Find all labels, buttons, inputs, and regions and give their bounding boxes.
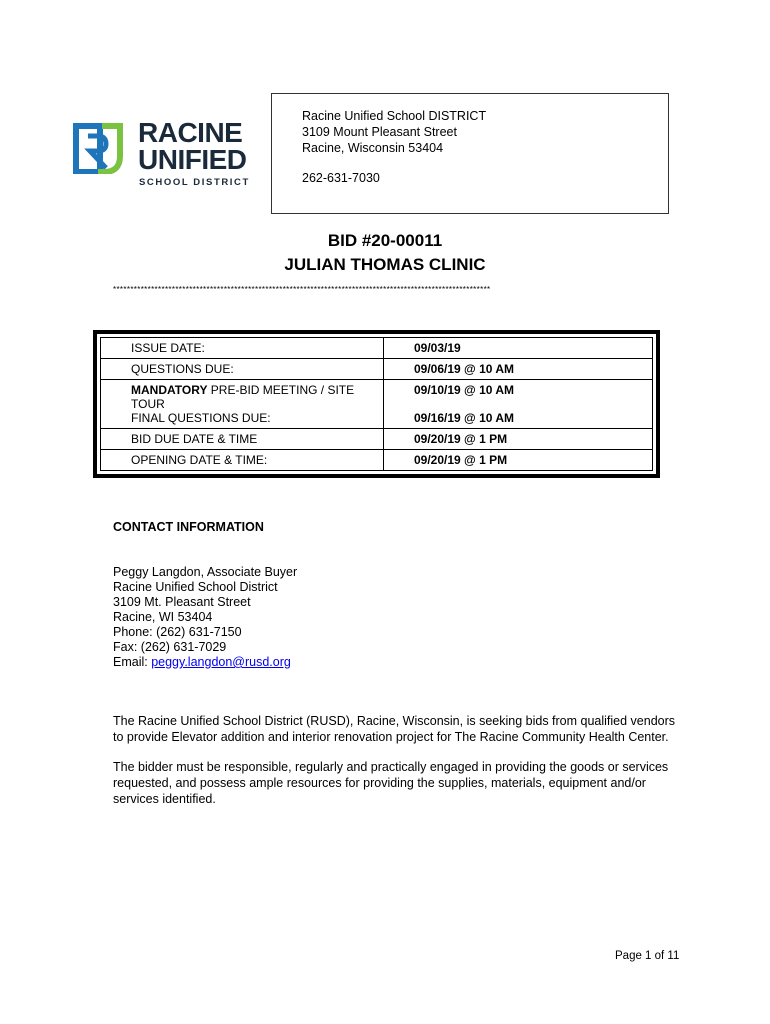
row-label: ISSUE DATE:	[101, 338, 384, 359]
contact-name: Peggy Langdon, Associate Buyer	[113, 565, 298, 579]
contact-fax: Fax: (262) 631-7029	[113, 640, 227, 654]
table-row	[101, 450, 653, 471]
contact-email-row: Email: peggy.langdon@rusd.org	[113, 655, 291, 669]
schedule-table	[93, 330, 660, 478]
email-link[interactable]: peggy.langdon@rusd.org	[151, 655, 291, 669]
address-box	[271, 93, 669, 214]
row-label: OPENING DATE & TIME:	[101, 450, 384, 471]
row-label: MANDATORY PRE-BID MEETING / SITE TOUR FINAL QUESTIONS DUE:	[101, 380, 384, 429]
intro-paragraph: The Racine Unified School District (RUSD), Racine, Wisconsin, is seeking bids from qualified vendors to provide Elevator addition and interior renovation project for The Racine Community Health Center.	[113, 714, 676, 744]
address-phone: 262-631-7030	[302, 171, 380, 185]
project-title: JULIAN THOMAS CLINIC	[284, 255, 486, 274]
table-row	[101, 429, 653, 450]
row-label: QUESTIONS DUE:	[101, 359, 384, 380]
contact-block	[113, 565, 297, 670]
district-logo	[72, 117, 252, 192]
row-value: 09/03/19	[384, 338, 653, 359]
ru-monogram-icon	[72, 122, 124, 174]
logo-wordmark: RACINE UNIFIED	[138, 117, 247, 175]
logo-subtitle: SCHOOL DISTRICT	[139, 177, 250, 188]
bidder-paragraph: The bidder must be responsible, regularly and practically engaged in providing the goods or services requested, and possess ample resources for providing the supplies, materials, equipment and/or services identified.	[113, 760, 669, 806]
contact-heading: CONTACT INFORMATION	[113, 520, 264, 534]
contact-city: Racine, WI 53404	[113, 610, 213, 624]
contact-street: 3109 Mt. Pleasant Street	[113, 595, 251, 609]
table-row	[101, 380, 653, 429]
row-value: 09/20/19 @ 1 PM	[384, 450, 653, 471]
contact-org: Racine Unified School District	[113, 580, 278, 594]
separator-line: *************************************************************************************************************	[113, 285, 491, 294]
row-value: 09/20/19 @ 1 PM	[384, 429, 653, 450]
row-label: BID DUE DATE & TIME	[101, 429, 384, 450]
table-row	[101, 359, 653, 380]
table-row	[101, 338, 653, 359]
address-line-2: 3109 Mount Pleasant Street	[302, 125, 457, 139]
page-number: Page 1 of 11	[615, 950, 680, 962]
contact-phone: Phone: (262) 631-7150	[113, 625, 242, 639]
row-value: 09/10/19 @ 10 AM 09/16/19 @ 10 AM	[384, 380, 653, 429]
address-line-1: Racine Unified School DISTRICT	[302, 109, 487, 123]
bid-number: BID #20-00011	[327, 231, 443, 250]
row-value: 09/06/19 @ 10 AM	[384, 359, 653, 380]
address-line-3: Racine, Wisconsin 53404	[302, 141, 444, 155]
